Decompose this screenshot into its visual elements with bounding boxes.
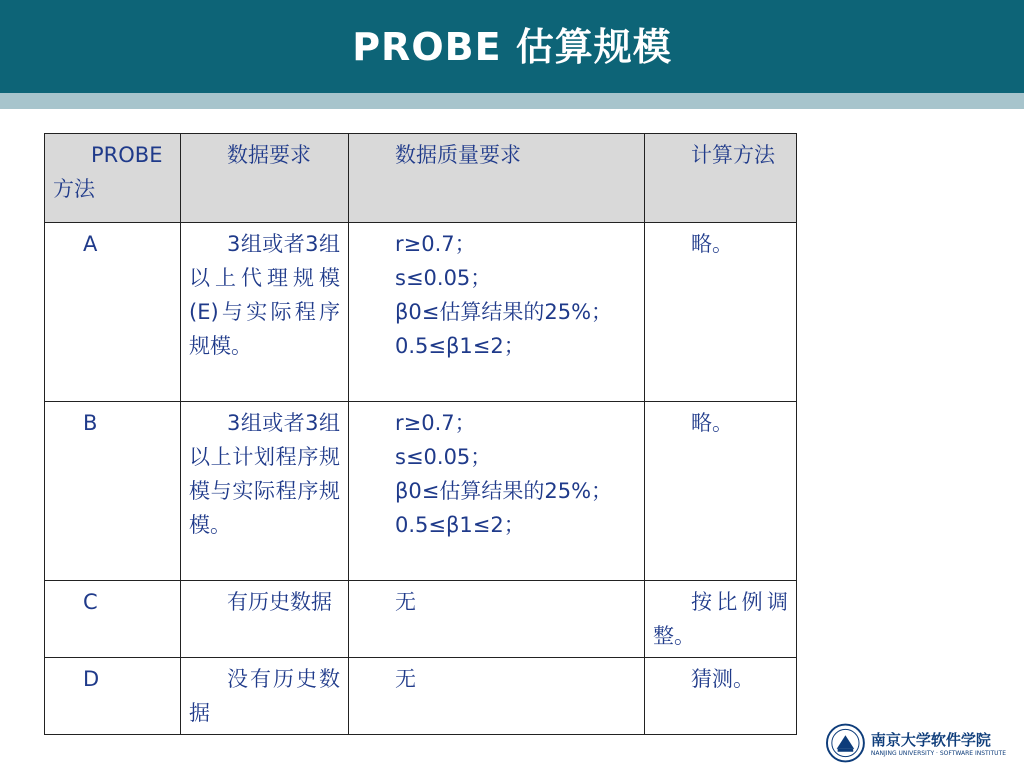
calculation-cell: 按比例调整。 <box>645 581 797 658</box>
method-cell: C <box>45 581 181 658</box>
quality-line: 0.5≤β1≤2； <box>395 513 525 537</box>
quality-line: s≤0.05； <box>395 266 492 290</box>
quality-line: r≥0.7； <box>395 411 476 435</box>
quality-requirement-cell <box>349 402 645 581</box>
calculation-cell: 猜测。 <box>645 658 797 735</box>
method-cell: D <box>45 658 181 735</box>
quality-line: β0≤估算结果的25%； <box>395 479 613 503</box>
quality-line: 无 <box>395 590 416 614</box>
quality-line: 0.5≤β1≤2； <box>395 334 525 358</box>
table-header-row <box>45 134 797 223</box>
slide-title: PROBE 估算规模 <box>352 25 672 69</box>
quality-line: r≥0.7； <box>395 232 476 256</box>
data-requirement-cell: 有历史数据 <box>181 581 349 658</box>
calculation-cell: 略。 <box>645 402 797 581</box>
header-data-requirement: 数据要求 <box>181 134 349 223</box>
table-row <box>45 402 797 581</box>
table-row <box>45 658 797 735</box>
header-method: PROBE方法 <box>45 134 181 223</box>
method-cell: A <box>45 223 181 402</box>
data-requirement-cell: 没有历史数据 <box>181 658 349 735</box>
logo-text <box>871 729 1006 757</box>
quality-requirement-cell <box>349 581 645 658</box>
university-logo <box>826 722 1006 764</box>
university-seal-icon <box>826 723 865 763</box>
quality-requirement-cell <box>349 223 645 402</box>
quality-requirement-cell <box>349 658 645 735</box>
table-row <box>45 223 797 402</box>
data-requirement-cell: 3组或者3组以上代理规模(E)与实际程序规模。 <box>181 223 349 402</box>
logo-name-en: NANJING UNIVERSITY · SOFTWARE INSTITUTE <box>870 750 1006 757</box>
table-row <box>45 581 797 658</box>
title-stripe <box>0 93 1024 109</box>
method-cell: B <box>45 402 181 581</box>
data-requirement-cell: 3组或者3组以上计划程序规模与实际程序规模。 <box>181 402 349 581</box>
logo-name-cn: 南京大学软件学院 <box>870 731 991 749</box>
header-calculation: 计算方法 <box>645 134 797 223</box>
quality-line: β0≤估算结果的25%； <box>395 300 613 324</box>
calculation-cell: 略。 <box>645 223 797 402</box>
probe-table <box>44 133 797 735</box>
header-quality-requirement: 数据质量要求 <box>349 134 645 223</box>
title-bar <box>0 0 1024 93</box>
quality-line: 无 <box>395 667 416 691</box>
quality-line: s≤0.05； <box>395 445 492 469</box>
